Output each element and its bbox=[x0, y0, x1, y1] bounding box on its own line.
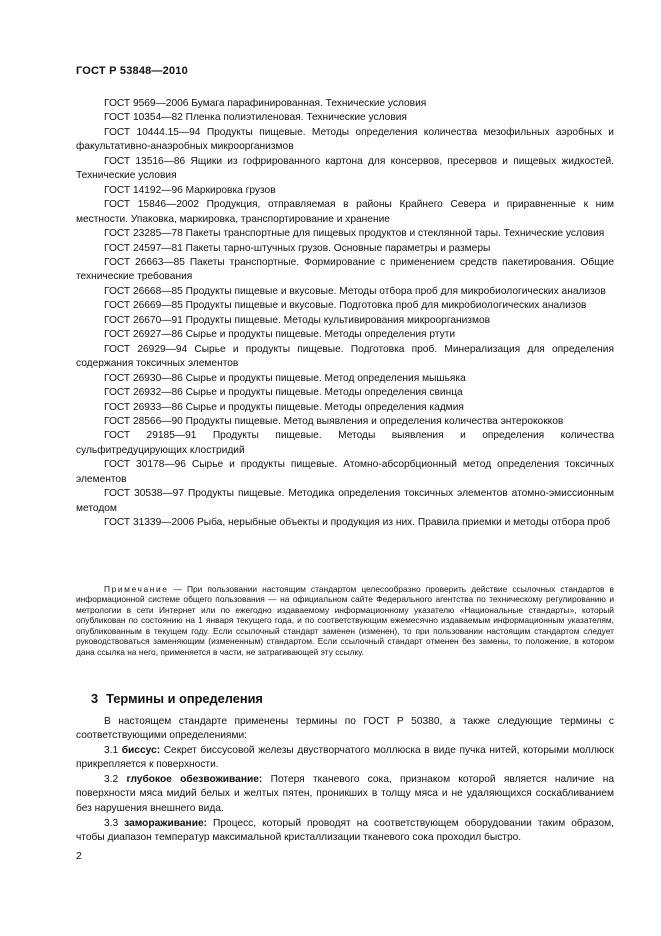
reference-item: ГОСТ 30538—97 Продукты пищевые. Методика определения токсичных элементов атомно-эмиссионным методом bbox=[76, 488, 614, 514]
page-number: 2 bbox=[76, 850, 82, 862]
reference-item: ГОСТ 29185—91 Продукты пищевые. Методы выявления и определения количества сульфитредуцирующих клостридий bbox=[76, 430, 614, 456]
reference-item: ГОСТ 26669—85 Продукты пищевые и вкусовые. Подготовка проб для микробиологических анализов bbox=[104, 300, 587, 312]
reference-item: ГОСТ 26670—91 Продукты пищевые. Методы культивирования микроорганизмов bbox=[104, 314, 491, 326]
reference-item: ГОСТ 26668—85 Продукты пищевые и вкусовые. Методы отбора проб для микробиологических анализов bbox=[104, 285, 606, 297]
term-definition bbox=[76, 773, 614, 816]
term-name: биссус: bbox=[121, 745, 161, 757]
section-number: 3 bbox=[91, 691, 99, 706]
reference-item: ГОСТ 10444.15—94 Продукты пищевые. Методы определения количества мезофильных аэробных и факультативно-анаэробных микроорганизмов bbox=[76, 126, 614, 153]
term-text: Потеря тканевого сока, признаком которой является наличие на поверхности мяса мидий белых и желтых пятен, проникших в толщу мяса и не удаляющихся соскабливанием без нарушения внешнего вида. bbox=[76, 774, 614, 814]
document-header: ГОСТ Р 53848—2010 bbox=[76, 65, 188, 77]
note-block bbox=[76, 584, 614, 657]
term-definition bbox=[76, 744, 614, 773]
term-name: замораживание: bbox=[124, 817, 208, 829]
term-number: 3.3 bbox=[104, 817, 119, 829]
section-title: Термины и определения bbox=[106, 691, 263, 706]
reference-item: ГОСТ 31339—2006 Рыба, нерыбные объекты и продукция из них. Правила приемки и методы отбора проб bbox=[104, 517, 611, 529]
reference-item: ГОСТ 26929—94 Сырье и продукты пищевые. Подготовка проб. Минерализация для определения содержания токсичных элементов bbox=[76, 343, 614, 370]
reference-item: ГОСТ 30178—96 Сырье и продукты пищевые. Атомно-абсорбционный метод определения токсичных элементов bbox=[76, 459, 614, 485]
section-heading bbox=[91, 691, 263, 706]
reference-item: ГОСТ 26933—86 Сырье и продукты пищевые. Методы определения кадмия bbox=[104, 401, 464, 413]
reference-item: ГОСТ 24597—81 Пакеты тарно-штучных грузов. Основные параметры и размеры bbox=[104, 242, 491, 254]
reference-item: ГОСТ 14192—96 Маркировка грузов bbox=[104, 184, 276, 196]
reference-item: ГОСТ 26930—86 Сырье и продукты пищевые. Метод определения мышьяка bbox=[104, 372, 466, 384]
reference-item: ГОСТ 26932—86 Сырье и продукты пищевые. Методы определения свинца bbox=[104, 387, 463, 399]
reference-item: ГОСТ 23285—78 Пакеты транспортные для пищевых продуктов и стеклянной тары. Технические условия bbox=[104, 228, 605, 240]
reference-item: ГОСТ 15846—2002 Продукция, отправляемая в районы Крайнего Севера и приравненные к ним местности. Упаковка, маркировка, транспортирование и хранение bbox=[76, 199, 614, 225]
reference-item: ГОСТ 28566—90 Продукты пищевые. Метод выявления и определения количества энтерококков bbox=[104, 415, 564, 427]
term-text: Процесс, который проводят на соответствующем оборудовании таким образом, чтобы диапазон температур максимальной кристаллизации тканевого сока проходил быстро. bbox=[76, 817, 614, 843]
reference-list bbox=[76, 97, 614, 531]
note-paragraph bbox=[76, 584, 614, 657]
term-text: Секрет биссусовой железы двустворчатого моллюска в виде пучка нитей, которыми моллюск прикрепляется к поверхности. bbox=[76, 745, 614, 771]
term-name: глубокое обезвоживание: bbox=[126, 774, 263, 786]
term-number: 3.1 bbox=[104, 745, 119, 757]
note-label: Примечание bbox=[104, 584, 169, 594]
reference-item: ГОСТ 9569—2006 Бумага парафинированная. Технические условия bbox=[104, 98, 427, 109]
section-body bbox=[76, 715, 614, 846]
reference-item: ГОСТ 13516—86 Ящики из гофрированного картона для консервов, пресервов и пищевых жидкостей. Технические условия bbox=[76, 155, 614, 182]
reference-item: ГОСТ 26663—85 Пакеты транспортные. Формирование с применением средств пакетирования. Общие технические требования bbox=[76, 256, 614, 283]
note-text: — При пользовании настоящим стандартом целесообразно проверить действие ссылочных стандартов в информационной системе общего пользования — на официальном сайте Федерального агентства по техническому регулированию и метрологии в сети Интернет или по ежегодно издаваемому информационному указателю «Национальные стандарты», который опубликован по состоянию на 1 января текущего года, и по соответствующим ежемесячно издаваемым информационным указателям, опубликованным в текущем году. Если ссылочный стандарт заменен (изменен), то при пользовании настоящим стандартом следует руководствоваться заменяющим (измененным) стандартом. Если ссылочный стандарт отменен без замены, то положение, в котором дана ссылка на него, применяется в части, не затрагивающей эту ссылку. bbox=[76, 584, 615, 657]
term-definition bbox=[76, 817, 614, 846]
section-intro: В настоящем стандарте применены термины по ГОСТ Р 50380, а также следующие термины с соответствующими определениями: bbox=[76, 716, 614, 742]
term-number: 3.2 bbox=[104, 774, 119, 786]
reference-item: ГОСТ 10354—82 Пленка полиэтиленовая. Технические условия bbox=[104, 112, 407, 124]
reference-item: ГОСТ 26927—86 Сырье и продукты пищевые. Методы определения ртути bbox=[104, 329, 456, 341]
